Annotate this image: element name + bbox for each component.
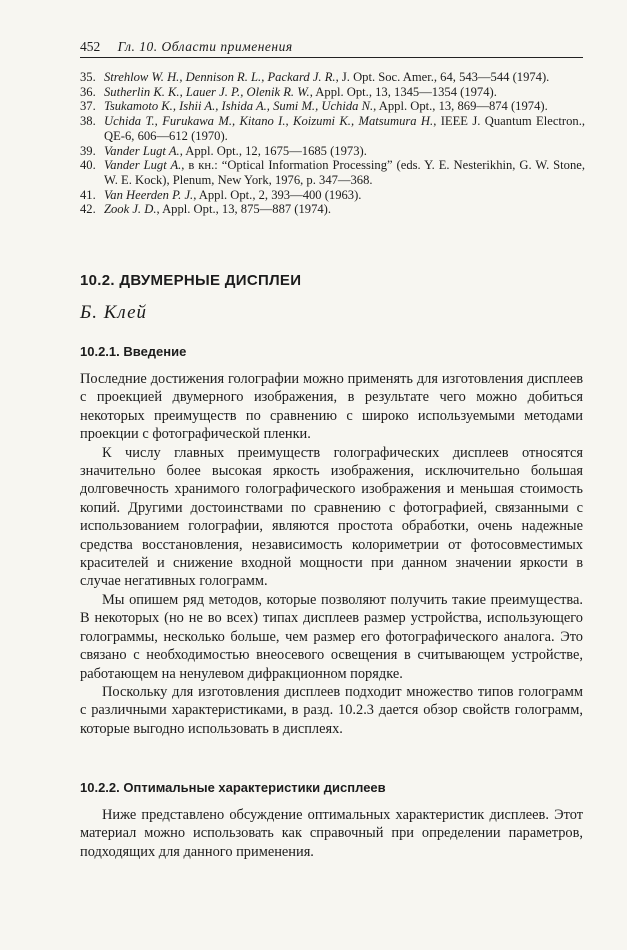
reference-details: , J. Opt. Soc. Amer., 64, 543—544 (1974).: [335, 70, 550, 84]
reference-number: 39.: [80, 143, 96, 158]
reference-item: [80, 144, 585, 159]
reference-item: [80, 99, 585, 114]
reference-authors: Tsukamoto K., Ishii A., Ishida A., Sumi M., Uchida N.: [104, 99, 374, 114]
reference-details: , Appl. Opt., 13, 869—874 (1974).: [373, 99, 548, 114]
reference-number: 38.: [80, 114, 96, 129]
reference-number: 35.: [80, 70, 96, 84]
reference-authors: Uchida T., Furukawa M., Kitano I., Koizumi K., Matsumura H.: [104, 114, 434, 129]
reference-details: , в кн.: “Optical Information Processing” (eds. Y. E. Nesterikhin, G. W. Stone, W. E. Kock), Plenum, New York, 1976, p. 347—368.: [104, 158, 586, 187]
reference-number: 42.: [80, 202, 96, 217]
page-number: 452: [80, 39, 101, 54]
reference-item: [80, 202, 585, 217]
reference-authors: Sutherlin K. K., Lauer J. P., Olenik R. W.: [104, 84, 310, 99]
subsection-title: 10.2.1. Введение: [80, 344, 187, 359]
reference-details: , Appl. Opt., 13, 875—887 (1974).: [156, 202, 332, 217]
paragraph: Мы опишем ряд методов, которые позволяют получить такие преимущества. В некоторых (но не во всех) типах дисплеев размер устройства, использующего голограммы, несколько больше, чем размер его фотографического аналога. Это связано с необходимостью внеосевого освещения в считывающем устройстве, работающем на ненулевом дифракционном порядке.: [80, 591, 583, 682]
reference-item: [80, 114, 585, 143]
reference-details: , IEEE J. Quantum Electron., QE-6, 606—612 (1970).: [104, 114, 585, 143]
reference-authors: Zook J. D.: [104, 202, 157, 217]
reference-item: [80, 85, 585, 100]
section-title: 10.2. ДВУМЕРНЫЕ ДИСПЛЕИ: [80, 272, 302, 289]
reference-number: 41.: [80, 187, 96, 202]
running-head: [80, 38, 580, 56]
reference-number: 40.: [80, 158, 96, 173]
subsection-title: 10.2.2. Оптимальные характеристики дисплеев: [80, 780, 386, 795]
paragraph: К числу главных преимуществ голографических дисплеев относятся значительно более высокая яркость изображения, исключительно большая долговечность хранимого голографического изображения и меньшая стоимость копий. Другими достоинствами по сравнению с фотографией, связанными с использованием голографии, являются простота обработки, очень надежные средства восстановления, независимость колориметрии от фотосовместимых красителей и снижение входной мощности при данном значении яркости в случае негативных голограмм.: [80, 444, 583, 590]
reference-details: , Appl. Opt., 12, 1675—1685 (1973).: [179, 143, 367, 158]
subsection-body: [80, 806, 583, 861]
reference-number: 37.: [80, 99, 96, 114]
section-author: Б. Клей: [80, 302, 148, 323]
paragraph: Поскольку для изготовления дисплеев подходит множество типов голограмм с различными характеристиками, в разд. 10.2.3 дается обзор свойств голограмм, которые выгодно использовать в дисплеях.: [80, 683, 583, 737]
reference-details: , Appl. Opt., 2, 393—400 (1963).: [193, 187, 362, 202]
reference-item: [80, 70, 585, 85]
reference-details: , Appl. Opt., 13, 1345—1354 (1974).: [309, 84, 497, 99]
reference-authors: Van Heerden P. J.: [104, 187, 194, 202]
reference-authors: Vander Lugt A.: [104, 143, 180, 158]
reference-item: [80, 188, 585, 203]
reference-list: [80, 70, 585, 217]
reference-authors: Vander Lugt A.: [104, 158, 182, 173]
paragraph: Ниже представлено обсуждение оптимальных характеристик дисплеев. Этот материал можно использовать как справочный при определении параметров, подходящих для данного применения.: [80, 807, 583, 860]
reference-item: [80, 158, 585, 187]
subsection-body: [80, 370, 583, 738]
header-rule: [80, 57, 583, 58]
running-title: Гл. 10. Области применения: [117, 39, 293, 54]
reference-authors: Strehlow W. H., Dennison R. L., Packard J. R.: [104, 70, 336, 84]
reference-number: 36.: [80, 84, 96, 99]
paragraph: Последние достижения голографии можно применять для изготовления дисплеев с проекцией двумерного изображения, в результате чего можно добиться некоторых преимуществ по сравнению с широко используемыми методами проекции с фотографической пленки.: [80, 371, 583, 443]
